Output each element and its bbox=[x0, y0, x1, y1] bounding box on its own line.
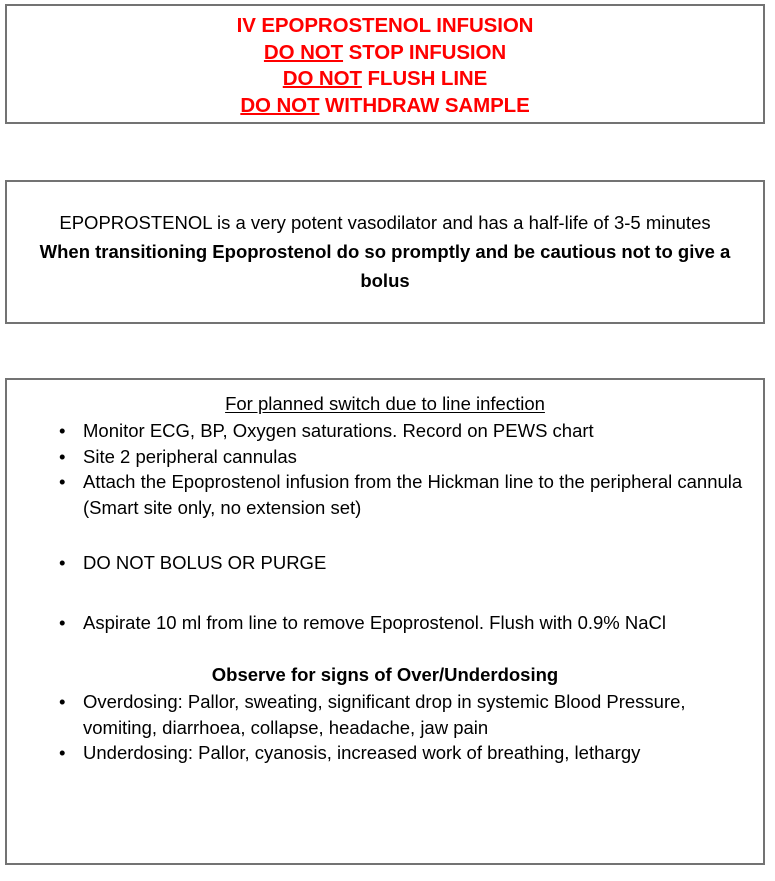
list-item-label: Overdosing: Pallor, sweating, significant drop in systemic Blood Pressure, vomiting, diarrhoea, collapse, headache, jaw pain bbox=[83, 691, 686, 738]
bullet-icon: • bbox=[59, 445, 66, 467]
bullet-icon: • bbox=[59, 691, 66, 712]
bullet-icon: • bbox=[59, 742, 66, 763]
list-item bbox=[17, 610, 753, 636]
warning-line-2 bbox=[17, 40, 753, 67]
bullet-icon: • bbox=[59, 471, 66, 492]
instructions-bullet-list-group3 bbox=[17, 610, 753, 636]
spacer bbox=[17, 520, 753, 550]
info-body bbox=[19, 208, 751, 295]
instructions-bullet-list-group4 bbox=[17, 689, 753, 766]
warning-line-4 bbox=[17, 93, 753, 120]
list-item bbox=[17, 469, 753, 520]
instructions-heading: For planned switch due to line infection bbox=[225, 393, 545, 414]
bullet-icon: • bbox=[59, 552, 66, 573]
warning-line-4-underlined: DO NOT bbox=[240, 93, 320, 117]
list-item bbox=[17, 689, 753, 740]
warning-panel bbox=[5, 4, 765, 124]
info-line-2: When transitioning Epoprostenol do so promptly and be cautious not to give a bolus bbox=[39, 241, 731, 291]
list-item-label: DO NOT BOLUS OR PURGE bbox=[83, 552, 327, 573]
spacer bbox=[17, 576, 753, 610]
list-item-label: Aspirate 10 ml from line to remove Epoprostenol. Flush with 0.9% NaCl bbox=[83, 611, 667, 633]
warning-line-3-text: FLUSH LINE bbox=[361, 67, 488, 90]
info-panel bbox=[5, 180, 765, 324]
warning-line-4-text: WITHDRAW SAMPLE bbox=[319, 93, 530, 117]
warning-line-2-text: STOP INFUSION bbox=[343, 40, 507, 64]
list-item bbox=[17, 740, 753, 766]
instructions-bullet-list-group2 bbox=[17, 550, 753, 576]
list-item-label: Underdosing: Pallor, cyanosis, increased work of breathing, lethargy bbox=[83, 742, 641, 763]
spacer bbox=[17, 635, 753, 661]
warning-line-3-underlined: DO NOT bbox=[282, 67, 362, 90]
instructions-subheading: Observe for signs of Over/Underdosing bbox=[211, 664, 559, 685]
list-item-label: Attach the Epoprostenol infusion from the Hickman line to the peripheral cannula (Smart site only, no extension set) bbox=[83, 471, 743, 518]
info-line-1: EPOPROSTENOL is a very potent vasodilator and has a half-life of 3-5 minutes bbox=[59, 212, 711, 233]
warning-line-1-text: IV EPOPROSTENOL INFUSION bbox=[236, 14, 534, 37]
list-item bbox=[17, 418, 753, 444]
list-item-label: Site 2 peripheral cannulas bbox=[83, 445, 297, 467]
bullet-icon: • bbox=[59, 420, 66, 441]
warning-line-2-underlined: DO NOT bbox=[263, 40, 344, 64]
list-item-label: Monitor ECG, BP, Oxygen saturations. Record on PEWS chart bbox=[83, 420, 594, 441]
instructions-panel bbox=[5, 378, 765, 865]
list-item bbox=[17, 444, 753, 470]
warning-line-1 bbox=[17, 13, 753, 40]
bullet-icon: • bbox=[59, 611, 66, 633]
instructions-bullet-list-group1 bbox=[17, 418, 753, 520]
warning-line-3 bbox=[17, 66, 753, 93]
list-item bbox=[17, 550, 753, 576]
